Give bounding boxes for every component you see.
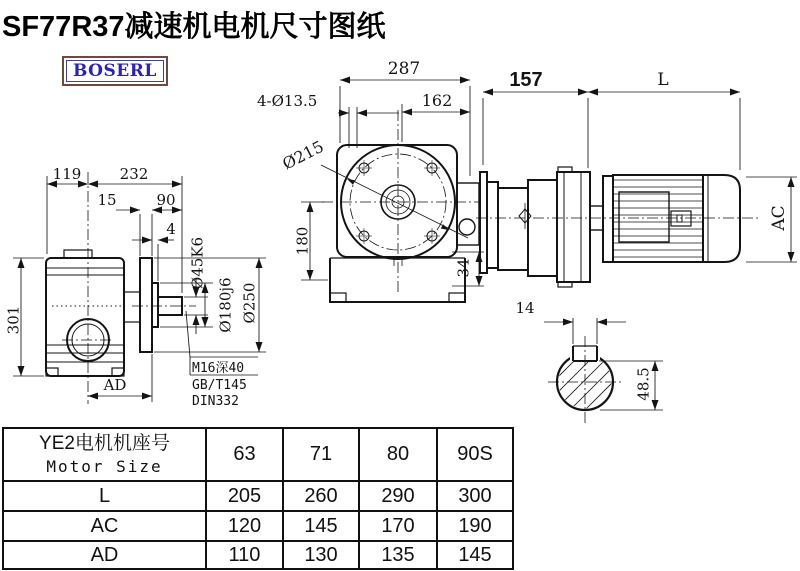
page-title: SF77R37减速机电机尺寸图纸 bbox=[2, 11, 386, 43]
table-row-L bbox=[3, 481, 513, 511]
thread-note-2: GB/T145 bbox=[192, 378, 247, 393]
table-header-en: Motor Size bbox=[46, 456, 163, 476]
table-header-row bbox=[3, 428, 513, 481]
table-header-cn: YE2电机机座号 bbox=[39, 432, 170, 454]
table-header-motor-size bbox=[3, 428, 206, 481]
row-label-L: L bbox=[3, 481, 206, 511]
table-row-AD bbox=[3, 541, 513, 569]
row-label-AC: AC bbox=[3, 511, 206, 541]
dim-shaft-height-label: 48.5 bbox=[634, 367, 653, 401]
cell-AC-80: 170 bbox=[359, 511, 437, 541]
cell-AD-63: 110 bbox=[206, 541, 283, 569]
dim-15-label: 15 bbox=[97, 191, 117, 209]
table-size-71: 71 bbox=[283, 428, 359, 481]
table-row-AC bbox=[3, 511, 513, 541]
assembly-view bbox=[476, 167, 758, 287]
dim-flange-250-label: Ø250 bbox=[240, 282, 259, 324]
thread-note-1: M16深40 bbox=[192, 361, 245, 376]
dim-spigot-dia-label: Ø180j6 bbox=[216, 277, 235, 333]
cell-AD-90S: 145 bbox=[437, 541, 513, 569]
boserl-logo-text: BOSERL bbox=[66, 60, 164, 82]
dim-L-label: L bbox=[657, 70, 669, 90]
cell-L-71: 260 bbox=[283, 481, 359, 511]
cell-L-63: 205 bbox=[206, 481, 283, 511]
dim-34-label: 34 bbox=[454, 258, 473, 278]
assembly-view-dimensions bbox=[483, 69, 797, 262]
dim-162-label: 162 bbox=[421, 91, 453, 110]
cell-AC-90S: 190 bbox=[437, 511, 513, 541]
dim-ad-label: AD bbox=[103, 376, 127, 394]
dim-4-label: 4 bbox=[166, 220, 176, 238]
dim-flange-215-label: Ø215 bbox=[279, 136, 327, 174]
dim-bolt-holes-label: 4-Ø13.5 bbox=[257, 92, 318, 110]
dim-AC-label: AC bbox=[768, 205, 789, 231]
dim-90-label: 90 bbox=[156, 191, 176, 209]
cell-AD-80: 135 bbox=[359, 541, 437, 569]
dim-119-label: 119 bbox=[52, 165, 82, 183]
shaft-hatching bbox=[545, 305, 630, 425]
table-size-80: 80 bbox=[359, 428, 437, 481]
cell-AD-71: 130 bbox=[283, 541, 359, 569]
cell-L-80: 290 bbox=[359, 481, 437, 511]
thread-note-3: DIN332 bbox=[192, 394, 239, 409]
dim-shaft-dia-label: Ø45K6 bbox=[188, 236, 207, 290]
motor-size-table bbox=[2, 427, 514, 570]
dim-180-label: 180 bbox=[293, 226, 312, 256]
dim-key-width-label: 14 bbox=[515, 299, 535, 317]
row-label-AD: AD bbox=[3, 541, 206, 569]
cell-AC-71: 145 bbox=[283, 511, 359, 541]
dim-157-label: 157 bbox=[509, 69, 543, 91]
dim-287-label: 287 bbox=[387, 59, 421, 79]
cell-AC-63: 120 bbox=[206, 511, 283, 541]
side-view-dimensions bbox=[4, 165, 266, 409]
table-size-90S: 90S bbox=[437, 428, 513, 481]
shaft-section bbox=[515, 299, 663, 425]
cell-L-90S: 300 bbox=[437, 481, 513, 511]
dim-232-label: 232 bbox=[119, 165, 149, 183]
table-size-63: 63 bbox=[206, 428, 283, 481]
dim-301-label: 301 bbox=[4, 305, 23, 335]
